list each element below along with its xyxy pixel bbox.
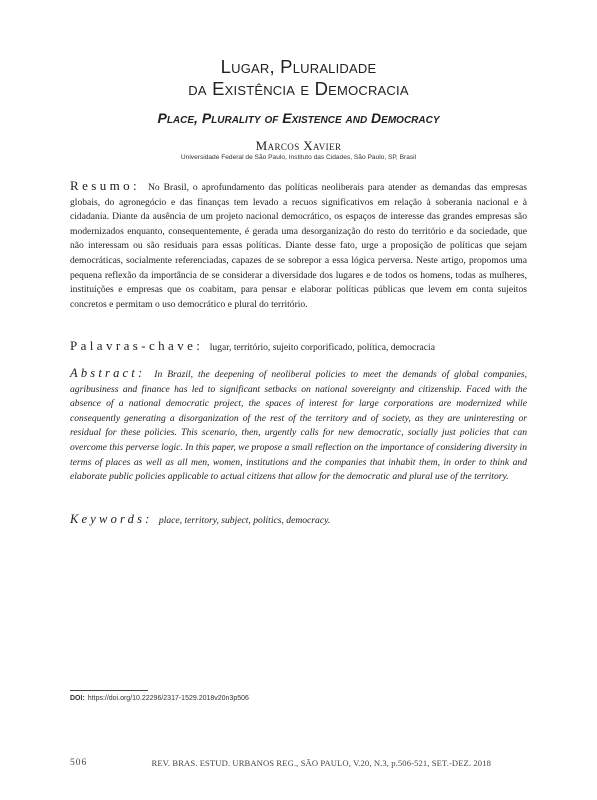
palavras-chave-line bbox=[70, 338, 527, 355]
doi-link[interactable]: https://doi.org/10.22296/2317-1529.2018v20n3p506 bbox=[87, 695, 249, 702]
author-name: Marcos Xavier bbox=[255, 138, 342, 153]
palavras-chave-text: lugar, território, sujeito corporificado, política, democracia bbox=[209, 342, 435, 353]
author-affiliation: Universidade Federal de São Paulo, Instituto das Cidades, São Paulo, SP, Brasil bbox=[180, 154, 417, 161]
abstract-label: Abstract: bbox=[70, 366, 146, 380]
footnote-divider bbox=[70, 690, 148, 691]
title-line-2: da Existência e Democracia bbox=[188, 78, 409, 99]
abstract-text: In Brazil, the deepening of neoliberal policies to meet the demands of global companies, agribusiness and finance has led to significant setbacks on national sovereignty and citizenship. Faced with the absence of a national democratic project, the spaces of interest for large corporations are modernized while consequently generating a disorganization of the rest of the territory and of society, as they are uninteresting or residual for these policies. This scenario, then, urgently calls for new democratic, socially just policies that can overcome this perverse logic. In this paper, we propose a small reflection on the importance of considering diversity in terms of places as well as all men, women, institutions and the companies that inhabit them, in order to think and elaborate public policies applicable to actual citizens that allow for the democratic and plural use of the territory. bbox=[70, 369, 527, 483]
resumo-text: No Brasil, o aprofundamento das políticas neoliberais para atender as demandas das empresas globais, do agronegócio e das finanças tem levado a recuos significativos em relação à soberania nacional e à cidadania. Diante da ausência de um projeto nacional democrático, os espaços de interesse das grandes empresas são modernizados enquanto, consequentemente, é gerada uma desorganização do resto do território e da sociedade, que não interessam ou são residuais para essas políticas. Diante desse fato, urge a proposição de políticas que sejam democráticas, socialmente referenciadas, capazes de se sobrepor a essa lógica perversa. Neste artigo, propomos uma pequena reflexão da importância de se considerar a diversidade dos lugares e de todos os homens, todas as mulheres, instituições e empresas que os coabitam, para pensar e elaborar políticas públicas que levem em conta sujeitos concretos e permitam o uso democrático e plural do território. bbox=[70, 182, 527, 310]
resumo-paragraph bbox=[70, 179, 527, 312]
keywords-text: place, territory, subject, politics, democracy. bbox=[158, 515, 331, 526]
page-number: 506 bbox=[70, 758, 88, 768]
article-title bbox=[0, 56, 597, 100]
journal-running-footer: REV. BRAS. ESTUD. URBANOS REG., SÃO PAULO, V.20, N.3, p.506-521, SET.-DEZ. 2018 bbox=[151, 758, 491, 768]
resumo-label: Resumo: bbox=[70, 178, 141, 193]
keywords-line bbox=[70, 512, 527, 528]
palavras-chave-label: Palavras-chave: bbox=[70, 338, 204, 353]
keywords-label: Keywords: bbox=[70, 512, 153, 526]
abstract-paragraph bbox=[70, 366, 527, 485]
title-line-1: Lugar, Pluralidade bbox=[220, 56, 377, 77]
doi-footnote bbox=[70, 695, 249, 702]
doi-label: DOI: bbox=[70, 695, 85, 702]
article-subtitle-english: Place, Plurality of Existence and Democracy bbox=[157, 110, 440, 126]
